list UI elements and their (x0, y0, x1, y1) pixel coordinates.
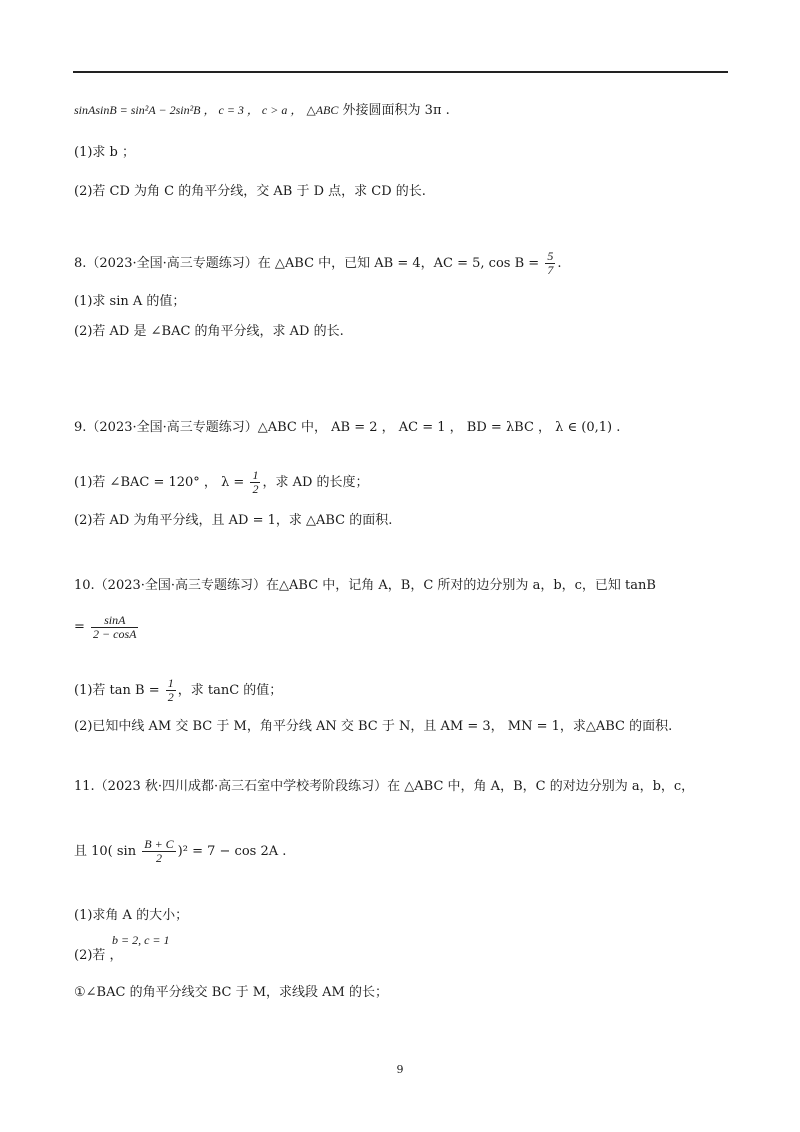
problem-10-stem: 10.（2023·全国·高三专题练习）在△ABC 中，记角 A，B，C 所对的边分别为 a，b，c，已知 tanB (74, 578, 656, 593)
problem-10-part-2: (2)已知中线 AM 交 BC 于 M，角平分线 AN 交 BC 于 N，且 AM = 3， MN = 1，求△ABC 的面积. (74, 719, 673, 734)
problem-10-part-1: (1)若 tan B = $\frac{1}{2}$ ，求 tanC 的值； (74, 676, 283, 704)
lambda-fraction: $\frac{1}{2}$ (252, 468, 259, 496)
problem-9-part-2: (2)若 AD 为角平分线，且 AD = 1，求 △ABC 的面积. (74, 513, 393, 528)
problem-11-given-values: b = 2, c = 1 (112, 933, 170, 947)
problem-7-part-2: (2)若 CD 为角 C 的角平分线，交 AB 于 D 点，求 CD 的长. (74, 184, 426, 199)
problem-8-stem: 8.（2023·全国·高三专题练习）在 △ABC 中，已知 AB = 4，AC = 5, cos B = $\frac{5}{7}$ . (74, 249, 562, 277)
problem-11-part-2-i: ①∠BAC 的角平分线交 BC 于 M，求线段 AM 的长； (74, 985, 388, 1000)
problem-8-part-2: (2)若 AD 是 ∠BAC 的角平分线，求 AD 的长. (74, 324, 344, 339)
angle-sum-fraction: $\frac{B + C}{2}$ (144, 837, 174, 865)
half-fraction: $\frac{1}{2}$ (167, 676, 174, 704)
header-rule (73, 71, 728, 73)
problem-11-stem: 11.（2023 秋·四川成都·高三石室中学校考阶段练习）在 △ABC 中，角 A，B，C 的对边分别为 a，b，c， (74, 779, 695, 794)
problem-9-part-1: (1)若 ∠BAC = 120° ， λ = $\frac{1}{2}$ ，求 AD 的长度； (74, 468, 369, 496)
problem-11-part-1: (1)求角 A 的大小； (74, 908, 189, 923)
tanB-fraction: $\frac{\sin A}{2 - \cos A}$ (93, 613, 137, 641)
problem-7-part-1: (1)求 b ； (74, 145, 136, 160)
page-number: 9 (396, 1063, 404, 1076)
cosB-fraction: $\frac{5}{7}$ (547, 249, 554, 277)
problem-11-condition: 且 10( sin $\frac{B + C}{2}$ )² = 7 − cos 2A . (74, 837, 287, 865)
problem-8-part-1: (1)求 sin A 的值； (74, 294, 186, 309)
problem-7-given: sinAsinB = sin²A − 2sin²B ， c = 3 ， c > a ， △ABC 外接圆面积为 3π . (74, 103, 450, 118)
problem-9-stem: 9.（2023·全国·高三专题练习）△ABC 中， AB = 2 ， AC = 1 ， BD = λBC ， λ ∈ (0,1) . (74, 420, 621, 435)
problem-10-equation: = $\frac{\sin A}{2 - \cos A}$ (74, 613, 137, 641)
problem-11-part-2: (2)若 ， (74, 948, 123, 963)
